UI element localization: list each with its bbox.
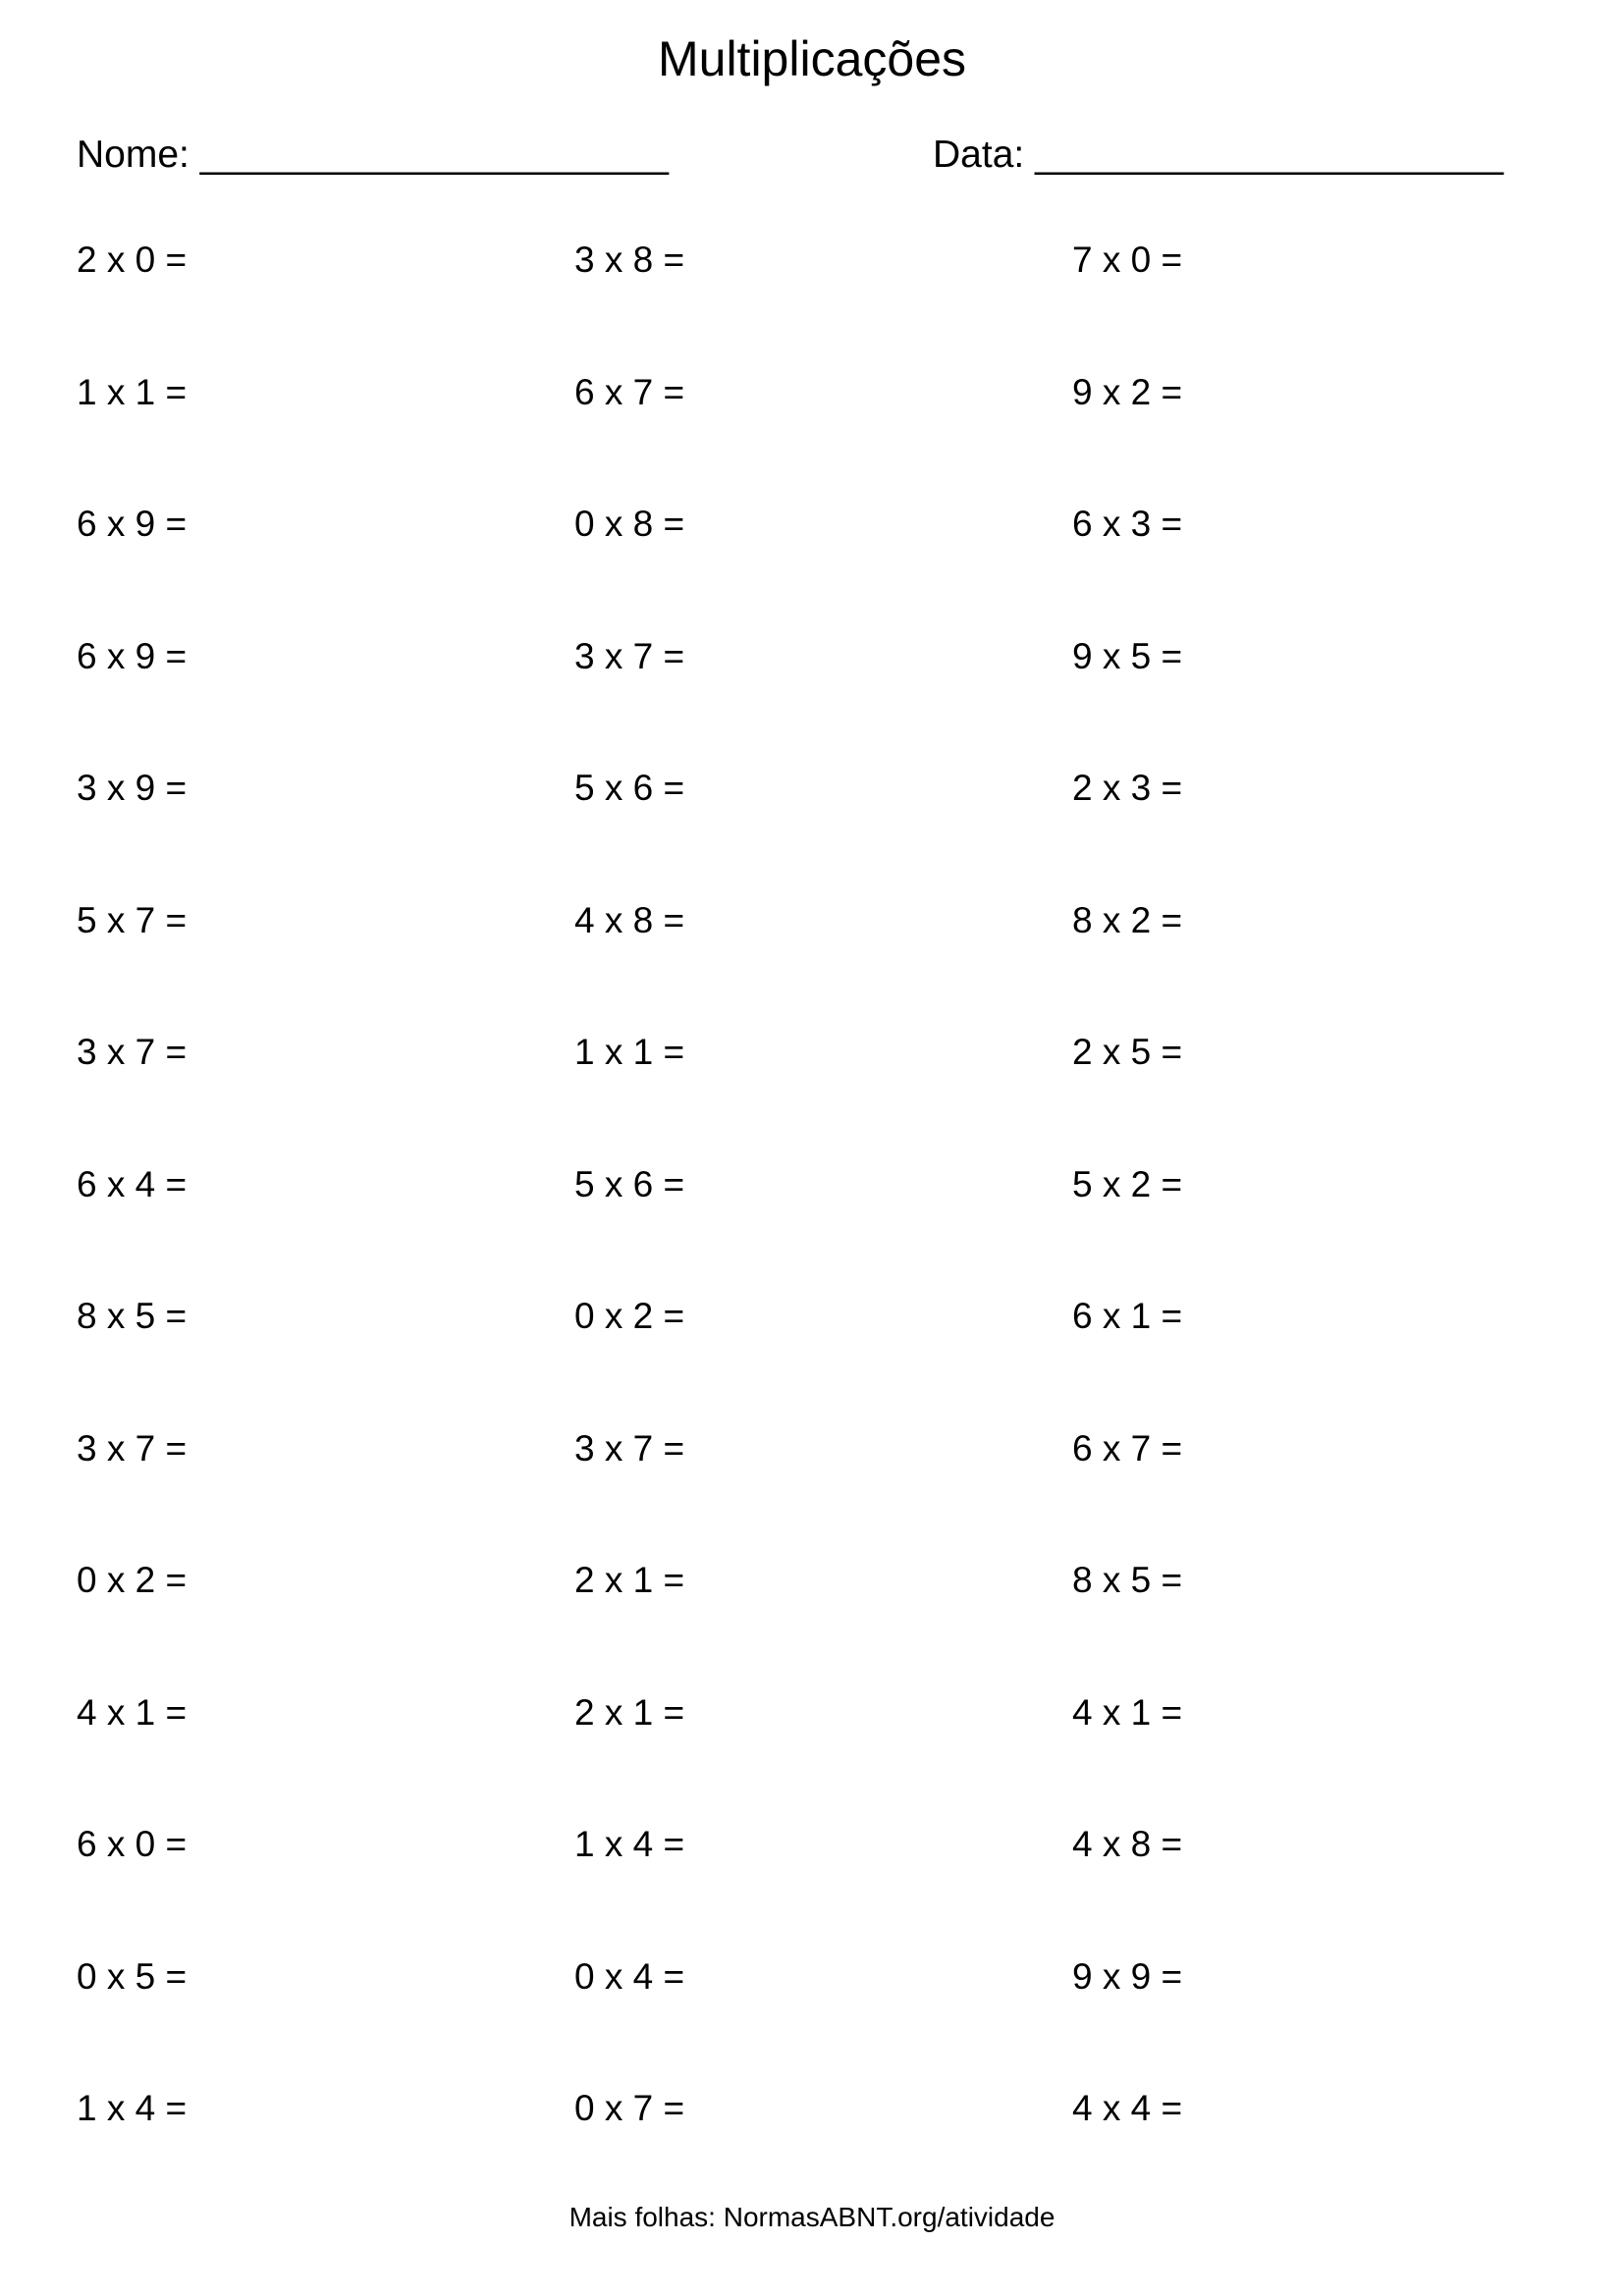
date-blank[interactable]: ______________________ xyxy=(1035,133,1504,176)
problem-item: 1 x 4 = xyxy=(574,1824,685,1864)
problem-row xyxy=(77,1556,1549,1688)
problem-item: 5 x 6 = xyxy=(574,768,685,808)
name-blank[interactable]: ______________________ xyxy=(199,133,669,176)
problem-item: 5 x 6 = xyxy=(574,1163,685,1204)
problem-row xyxy=(77,1160,1549,1293)
problem-item: 0 x 5 = xyxy=(77,1955,188,1997)
problem-item: 6 x 3 = xyxy=(1072,504,1183,544)
footer-note: Mais folhas: NormasABNT.org/atividade xyxy=(568,2202,1056,2232)
problem-item: 6 x 7 = xyxy=(1072,1427,1183,1468)
problem-item: 2 x 1 = xyxy=(574,1691,685,1733)
problem-item: 4 x 8 = xyxy=(574,899,685,940)
problem-item: 9 x 9 = xyxy=(1072,1955,1183,1997)
problem-item: 8 x 5 = xyxy=(77,1296,188,1336)
problem-item: 6 x 1 = xyxy=(1072,1296,1183,1336)
problem-row xyxy=(77,500,1549,632)
problem-item: 2 x 1 = xyxy=(574,1560,685,1600)
problem-row xyxy=(77,896,1549,1029)
problem-item: 3 x 7 = xyxy=(574,635,685,676)
problem-item: 0 x 4 = xyxy=(574,1955,685,1997)
problem-item: 3 x 9 = xyxy=(77,768,188,808)
date-field[interactable] xyxy=(933,131,1503,180)
problem-item: 6 x 9 = xyxy=(77,504,188,544)
problem-item: 6 x 9 = xyxy=(77,635,188,676)
problem-item: 4 x 4 = xyxy=(1072,2088,1183,2128)
problem-item: 7 x 0 = xyxy=(1072,240,1183,280)
problem-item: 3 x 7 = xyxy=(574,1427,685,1468)
problem-row xyxy=(77,1688,1549,1821)
problem-item: 3 x 8 = xyxy=(574,240,685,280)
problem-item: 4 x 1 = xyxy=(77,1691,188,1733)
problem-item: 2 x 5 = xyxy=(1072,1032,1183,1072)
date-label: Data: xyxy=(933,133,1025,176)
problem-item: 0 x 8 = xyxy=(574,504,685,544)
problem-item: 6 x 0 = xyxy=(77,1824,188,1864)
problem-item: 5 x 7 = xyxy=(77,899,188,940)
problem-row xyxy=(77,1952,1549,2085)
problem-row xyxy=(77,368,1549,501)
page-title: Multiplicações xyxy=(657,31,966,86)
problem-item: 8 x 5 = xyxy=(1072,1560,1183,1600)
problem-item: 4 x 8 = xyxy=(1072,1824,1183,1864)
problem-item: 2 x 3 = xyxy=(1072,768,1183,808)
problem-item: 0 x 7 = xyxy=(574,2088,685,2128)
problem-item: 5 x 2 = xyxy=(1072,1163,1183,1204)
problem-item: 1 x 4 = xyxy=(77,2088,188,2128)
problem-item: 4 x 1 = xyxy=(1072,1691,1183,1733)
problem-grid xyxy=(77,236,1549,2216)
problem-item: 6 x 7 = xyxy=(574,371,685,412)
name-field[interactable] xyxy=(77,131,669,180)
problem-item: 1 x 1 = xyxy=(77,371,188,412)
problem-row xyxy=(77,1292,1549,1424)
problem-item: 9 x 5 = xyxy=(1072,635,1183,676)
problem-row xyxy=(77,632,1549,765)
problem-item: 3 x 7 = xyxy=(77,1032,188,1072)
problem-row xyxy=(77,764,1549,896)
problem-row xyxy=(77,236,1549,368)
problem-item: 0 x 2 = xyxy=(574,1296,685,1336)
problem-item: 8 x 2 = xyxy=(1072,899,1183,940)
problem-item: 6 x 4 = xyxy=(77,1163,188,1204)
problem-item: 3 x 7 = xyxy=(77,1427,188,1468)
problem-row xyxy=(77,1820,1549,1952)
problem-row xyxy=(77,1028,1549,1160)
problem-item: 0 x 2 = xyxy=(77,1560,188,1600)
problem-row xyxy=(77,1424,1549,1557)
problem-item: 9 x 2 = xyxy=(1072,371,1183,412)
problem-item: 1 x 1 = xyxy=(574,1032,685,1072)
problem-row xyxy=(77,2084,1549,2216)
problem-item: 2 x 0 = xyxy=(77,240,188,280)
name-label: Nome: xyxy=(77,133,189,176)
